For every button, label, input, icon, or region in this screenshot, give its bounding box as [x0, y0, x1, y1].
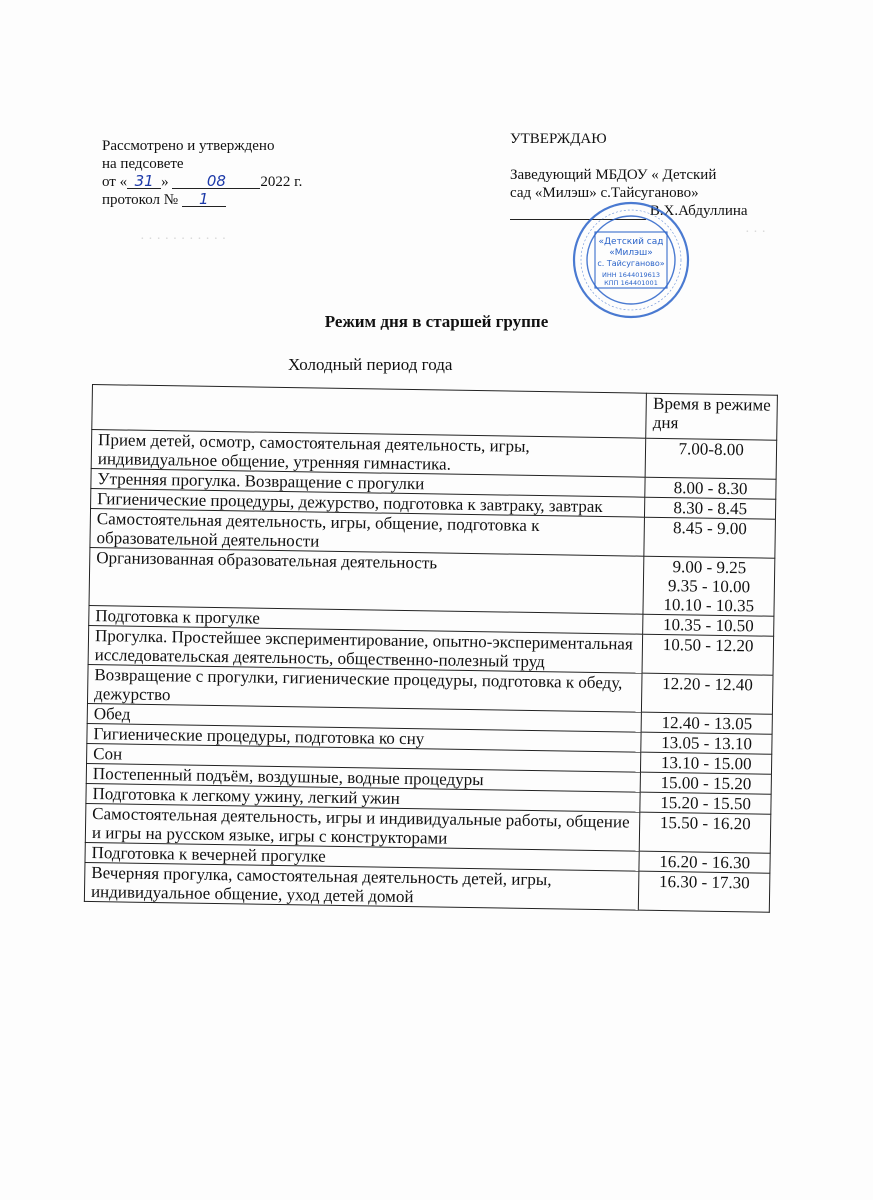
time-range: 12.40 - 13.05 [661, 712, 753, 734]
activity-cell: Обед [87, 703, 642, 732]
approval-line-1: Рассмотрено и утверждено [102, 138, 275, 154]
activity-cell: Подготовка к легкому ужину, легкий ужин [86, 783, 641, 812]
round-stamp [571, 200, 691, 320]
time-range: 13.10 - 15.00 [660, 752, 752, 774]
date-prefix: от « [102, 174, 128, 190]
time-range: 9.35 - 10.00 [667, 576, 751, 597]
activity-cell: Вечерняя прогулка, самостоятельная деятельность детей, игры, индивидуальное общение, уход детей домой [84, 862, 639, 910]
handwritten-protocol-number: 1 [182, 192, 226, 207]
schedule-table [84, 384, 778, 913]
time-cell [643, 614, 774, 636]
head-position-line-1: Заведующий МБДОУ « Детский [510, 167, 717, 183]
date-mid: » [161, 174, 169, 190]
time-range: 10.35 - 10.50 [662, 615, 754, 636]
page-subtitle: Холодный период года [288, 355, 453, 374]
time-range: 7.00-8.00 [678, 439, 744, 460]
time-range: 9.00 - 9.25 [672, 557, 747, 578]
approve-heading: УТВЕРЖДАЮ [510, 131, 607, 147]
activity-cell: Возвращение с прогулки, гигиенические процедуры, подготовка к обеду, дежурство [87, 664, 642, 712]
time-cell [640, 812, 771, 853]
time-cell [642, 673, 773, 714]
time-range: 15.00 - 15.20 [660, 772, 752, 794]
approval-line-2: на педсовете [102, 156, 184, 172]
time-cell [645, 438, 776, 479]
stamp-inn: ИНН 1644019613 [601, 271, 661, 279]
activity-cell: Постепенный подъём, воздушные, водные процедуры [86, 763, 641, 792]
time-cell [641, 752, 772, 774]
time-range: 8.00 - 8.30 [673, 478, 748, 499]
time-range: 15.50 - 16.20 [659, 812, 751, 834]
stamp-line-3: с. Тайсуганово» [597, 259, 665, 268]
head-position-line-2: сад «Милэш» с.Тайсуганово» [510, 185, 699, 201]
table-row [89, 547, 775, 616]
bleed-through-text: · · · · · · · · · · · [140, 232, 227, 247]
time-cell [642, 634, 773, 675]
schedule-table-body [84, 385, 777, 913]
stamp-kpp: КПП 164401001 [604, 279, 658, 287]
page-title: Режим дня в старшей группе [324, 312, 549, 331]
activity-cell: Организованная образовательная деятельность [89, 547, 644, 614]
time-range: 10.10 - 10.35 [663, 595, 755, 616]
date-year: 2022 г. [260, 174, 303, 190]
time-range: 8.45 - 9.00 [672, 518, 747, 539]
approval-left-block [102, 137, 302, 209]
stamp-line-2: «Милэш» [609, 248, 653, 258]
activity-cell: Прием детей, осмотр, самостоятельная деятельность, игры, индивидуальное общение, утренняя гимнастика. [91, 430, 646, 478]
activity-cell: Самостоятельная деятельность, игры, общение, подготовка к образовательной деятельности [90, 508, 645, 556]
time-range: 12.20 - 12.40 [662, 673, 754, 695]
activity-cell: Подготовка к вечерней прогулке [85, 842, 640, 871]
time-range: 8.30 - 8.45 [673, 498, 748, 519]
protocol-label: протокол № [102, 192, 179, 208]
protocol-line [102, 191, 302, 209]
activity-cell: Сон [87, 743, 642, 772]
activity-cell: Самостоятельная деятельность, игры и индивидуальные работы, общение и игры на русском языке, игры с конструкторами [85, 803, 640, 851]
time-range: 13.05 - 13.10 [661, 732, 753, 754]
time-cell [639, 871, 770, 912]
time-cell [645, 497, 776, 519]
time-range: 10.50 - 12.20 [662, 634, 754, 656]
activity-cell: Подготовка к прогулке [89, 605, 644, 634]
time-range: 16.20 - 16.30 [659, 851, 751, 873]
time-cell [639, 851, 770, 873]
time-cell [640, 792, 771, 814]
handwritten-day: 31 [127, 174, 161, 189]
handwritten-month: 08 [172, 174, 260, 189]
stamp-line-1: «Детский сад [598, 237, 664, 247]
activity-cell: Гигиенические процедуры, дежурство, подготовка к завтраку, завтрак [91, 488, 646, 517]
activity-cell: Гигиенические процедуры, подготовка ко сну [87, 723, 642, 752]
header-time-cell: Время в режиме дня [646, 393, 777, 440]
time-cell [641, 712, 772, 734]
time-range: 15.20 - 15.50 [660, 792, 752, 814]
time-range: 16.30 - 17.30 [658, 871, 750, 893]
signer-name: В.Х.Абдуллина [649, 203, 748, 219]
activity-cell: Утренняя прогулка. Возвращение с прогулки [91, 468, 646, 497]
activity-cell: Прогулка. Простейшее экспериментирование, опытно-экспериментальная исследовательская деятельность, общественно-полезный труд [88, 625, 643, 673]
time-cell [644, 517, 775, 558]
time-cell [641, 732, 772, 754]
time-cell [645, 477, 776, 499]
time-cell [640, 772, 771, 794]
approval-date-line [102, 173, 302, 191]
time-cell [643, 556, 775, 616]
bleed-through-text: · · · [745, 225, 766, 240]
